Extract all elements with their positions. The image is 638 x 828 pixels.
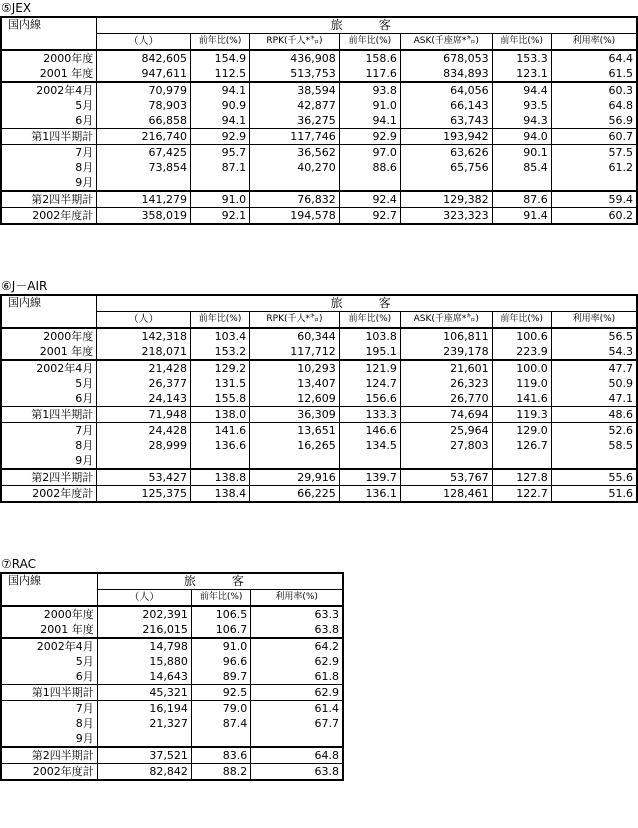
cell-value: 16,194 <box>97 701 191 717</box>
cell-value: 323,323 <box>400 208 492 225</box>
header-row-group <box>1 17 637 34</box>
group-header: 旅 客 <box>97 17 637 34</box>
cell-value: 129.0 <box>492 423 551 439</box>
cell-value: 66,143 <box>400 98 492 113</box>
table-row <box>1 208 637 225</box>
cell-value: 60.7 <box>551 129 637 145</box>
cell-value: 106.7 <box>191 622 250 638</box>
cell-value: 61.2 <box>551 160 637 175</box>
row-label: 2002年度計 <box>32 765 94 778</box>
cell-value: 97.0 <box>339 145 400 161</box>
cell-value <box>97 175 191 191</box>
cell-value <box>97 731 191 747</box>
cell-value: 26,377 <box>97 376 191 391</box>
cell-value: 136.6 <box>191 438 250 453</box>
cell-value: 142,318 <box>97 328 191 344</box>
cell-value: 36,275 <box>250 113 340 129</box>
table-row <box>1 701 343 717</box>
cell-value: 89.7 <box>191 669 250 685</box>
cell-value: 45,321 <box>97 685 191 701</box>
cell-value: 60,344 <box>250 328 340 344</box>
row-label: 6月 <box>1 113 97 129</box>
cell-value: 87.6 <box>492 191 551 208</box>
section-title: ⑥J－AIR <box>1 279 48 293</box>
table-row <box>1 438 637 453</box>
cell-value: 138.4 <box>191 486 250 503</box>
table-row <box>1 469 637 486</box>
cell-value: 119.3 <box>492 407 551 423</box>
cell-value <box>400 453 492 469</box>
cell-value: 127.8 <box>492 469 551 486</box>
cell-value: 141.6 <box>191 423 250 439</box>
cell-value: 131.5 <box>191 376 250 391</box>
header-row-group <box>1 295 637 312</box>
cell-value <box>251 731 343 747</box>
table-row <box>1 175 637 191</box>
cell-value: 64.8 <box>251 747 343 764</box>
cell-value: 126.7 <box>492 438 551 453</box>
row-label: 9月 <box>1 731 97 747</box>
row-label: 2002年4月 <box>36 640 94 653</box>
cell-value: 128,461 <box>400 486 492 503</box>
column-header: 利用率(%) <box>551 34 637 51</box>
cell-value: 216,740 <box>97 129 191 145</box>
cell-value: 85.4 <box>492 160 551 175</box>
row-label: 2002年4月 <box>36 362 94 375</box>
row-label: 第2四半期計 <box>1 191 97 208</box>
table-row <box>1 82 637 98</box>
cell-value: 103.4 <box>191 328 250 344</box>
row-label: 2000年度 <box>43 608 94 621</box>
cell-value: 88.2 <box>191 764 250 781</box>
cell-value: 124.7 <box>339 376 400 391</box>
cell-value: 53,767 <box>400 469 492 486</box>
cell-value: 94.1 <box>191 113 250 129</box>
cell-value: 93.8 <box>339 82 400 98</box>
cell-value: 146.6 <box>339 423 400 439</box>
cell-value: 28,999 <box>97 438 191 453</box>
cell-value: 678,053 <box>400 50 492 66</box>
table-row <box>1 145 637 161</box>
cell-value: 53,427 <box>97 469 191 486</box>
group-header: 旅 客 <box>97 295 637 312</box>
table-row <box>1 407 637 423</box>
cell-value: 129,382 <box>400 191 492 208</box>
cell-value: 54.3 <box>551 344 637 360</box>
table-row <box>1 160 637 175</box>
row-label: 6月 <box>1 669 97 685</box>
cell-value: 92.1 <box>191 208 250 225</box>
column-header: 前年比(%) <box>339 312 400 329</box>
cell-value: 29,916 <box>250 469 340 486</box>
column-header: （人） <box>97 590 191 607</box>
row-label: 7月 <box>75 702 94 715</box>
rac-table <box>0 572 344 781</box>
cell-value <box>191 175 250 191</box>
table-row <box>1 453 637 469</box>
cell-value: 91.0 <box>191 638 250 654</box>
cell-value <box>551 175 637 191</box>
jex-table <box>0 16 638 225</box>
cell-value: 71,948 <box>97 407 191 423</box>
cell-value: 117.6 <box>339 66 400 82</box>
cell-value: 947,611 <box>97 66 191 82</box>
cell-value: 62.9 <box>251 654 343 669</box>
cell-value: 65,756 <box>400 160 492 175</box>
cell-value: 36,309 <box>250 407 340 423</box>
column-header: （人） <box>97 34 191 51</box>
cell-value: 92.9 <box>339 129 400 145</box>
table-row <box>1 622 343 638</box>
row-label: 2002年度計 <box>32 487 94 500</box>
column-header: 前年比(%) <box>492 34 551 51</box>
cell-value: 24,428 <box>97 423 191 439</box>
row-label: 5月 <box>75 655 94 668</box>
cell-value: 138.8 <box>191 469 250 486</box>
cell-value: 121.9 <box>339 360 400 376</box>
cell-value: 100.0 <box>492 360 551 376</box>
cell-value: 103.8 <box>339 328 400 344</box>
cell-value: 15,880 <box>97 654 191 669</box>
column-header: RPK(千人*㌔) <box>250 34 340 51</box>
table-row <box>1 764 343 781</box>
cell-value: 14,643 <box>97 669 191 685</box>
row-label: 2002年度計 <box>32 209 94 222</box>
cell-value: 64,056 <box>400 82 492 98</box>
column-header: 前年比(%) <box>191 312 250 329</box>
cell-value: 202,391 <box>97 606 191 622</box>
cell-value: 13,651 <box>250 423 340 439</box>
cell-value: 87.1 <box>191 160 250 175</box>
cell-value: 92.5 <box>191 685 250 701</box>
cell-value: 50.9 <box>551 376 637 391</box>
table-row <box>1 731 343 747</box>
column-header: RPK(千人*㌔) <box>250 312 340 329</box>
j-air-table <box>0 294 638 503</box>
cell-value: 40,270 <box>250 160 340 175</box>
cell-value: 62.9 <box>251 685 343 701</box>
cell-value: 91.4 <box>492 208 551 225</box>
cell-value: 158.6 <box>339 50 400 66</box>
row-label: 7月 <box>75 146 94 159</box>
cell-value: 90.9 <box>191 98 250 113</box>
table-row <box>1 391 637 407</box>
table-row <box>1 654 343 669</box>
cell-value: 36,562 <box>250 145 340 161</box>
cell-value: 74,694 <box>400 407 492 423</box>
cell-value: 13,407 <box>250 376 340 391</box>
group-header: 旅 客 <box>97 573 343 590</box>
cell-value <box>400 175 492 191</box>
cell-value: 27,803 <box>400 438 492 453</box>
cell-value: 67,425 <box>97 145 191 161</box>
cell-value <box>551 453 637 469</box>
cell-value: 134.5 <box>339 438 400 453</box>
row-label: 7月 <box>75 424 94 437</box>
column-header: 前年比(%) <box>191 590 250 607</box>
cell-value: 117,712 <box>250 344 340 360</box>
column-header: （人） <box>97 312 191 329</box>
cell-value: 66,858 <box>97 113 191 129</box>
cell-value: 216,015 <box>97 622 191 638</box>
cell-value: 125,375 <box>97 486 191 503</box>
cell-value: 21,601 <box>400 360 492 376</box>
table-row <box>1 328 637 344</box>
row-label: 5月 <box>75 99 94 112</box>
row-label: 第1四半期計 <box>1 407 97 423</box>
cell-value: 92.7 <box>339 208 400 225</box>
table-row <box>1 747 343 764</box>
row-label: 8月 <box>75 439 94 452</box>
row-label: 第2四半期計 <box>1 747 97 764</box>
cell-value <box>250 175 340 191</box>
table-row <box>1 685 343 701</box>
section-title: ⑤JEX <box>1 1 32 15</box>
cell-value: 21,428 <box>97 360 191 376</box>
header-row-columns <box>1 312 637 329</box>
cell-value: 842,605 <box>97 50 191 66</box>
row-label: 6月 <box>1 391 97 407</box>
row-label: 2000年度 <box>43 330 94 343</box>
cell-value: 83.6 <box>191 747 250 764</box>
cell-value: 119.0 <box>492 376 551 391</box>
table-row <box>1 129 637 145</box>
cell-value <box>492 453 551 469</box>
cell-value: 47.1 <box>551 391 637 407</box>
cell-value: 91.0 <box>339 98 400 113</box>
cell-value: 94.1 <box>191 82 250 98</box>
cell-value: 38,594 <box>250 82 340 98</box>
cell-value: 79.0 <box>191 701 250 717</box>
table-row <box>1 716 343 731</box>
cell-value: 37,521 <box>97 747 191 764</box>
table-row <box>1 50 637 66</box>
cell-value: 61.4 <box>251 701 343 717</box>
cell-value: 42,877 <box>250 98 340 113</box>
section-j-air <box>0 278 638 503</box>
row-label: 2001 年度 <box>1 344 97 360</box>
cell-value: 61.8 <box>251 669 343 685</box>
cell-value: 90.1 <box>492 145 551 161</box>
cell-value: 156.6 <box>339 391 400 407</box>
row-label: 9月 <box>1 453 97 469</box>
cell-value: 57.5 <box>551 145 637 161</box>
table-row <box>1 638 343 654</box>
cell-value: 82,842 <box>97 764 191 781</box>
cell-value <box>97 453 191 469</box>
cell-value: 64.2 <box>251 638 343 654</box>
table-row <box>1 98 637 113</box>
cell-value: 25,964 <box>400 423 492 439</box>
cell-value: 92.4 <box>339 191 400 208</box>
cell-value: 63,743 <box>400 113 492 129</box>
cell-value: 88.6 <box>339 160 400 175</box>
cell-value: 141,279 <box>97 191 191 208</box>
cell-value: 64.4 <box>551 50 637 66</box>
cell-value: 193,942 <box>400 129 492 145</box>
section-rac <box>0 556 344 781</box>
cell-value <box>339 453 400 469</box>
cell-value: 21,327 <box>97 716 191 731</box>
cell-value: 133.3 <box>339 407 400 423</box>
column-header: 前年比(%) <box>191 34 250 51</box>
header-row-group <box>1 573 343 590</box>
cell-value: 136.1 <box>339 486 400 503</box>
cell-value: 73,854 <box>97 160 191 175</box>
cell-value: 139.7 <box>339 469 400 486</box>
cell-value: 76,832 <box>250 191 340 208</box>
cell-value: 60.3 <box>551 82 637 98</box>
cell-value: 436,908 <box>250 50 340 66</box>
cell-value: 138.0 <box>191 407 250 423</box>
cell-value: 153.2 <box>191 344 250 360</box>
table-row <box>1 376 637 391</box>
section-title: ⑦RAC <box>1 557 36 571</box>
row-label: 2001 年度 <box>1 622 97 638</box>
cell-value: 95.7 <box>191 145 250 161</box>
cell-value: 100.6 <box>492 328 551 344</box>
cell-value: 194,578 <box>250 208 340 225</box>
cell-value: 59.4 <box>551 191 637 208</box>
cell-value: 239,178 <box>400 344 492 360</box>
cell-value: 153.3 <box>492 50 551 66</box>
cell-value: 94.3 <box>492 113 551 129</box>
cell-value: 195.1 <box>339 344 400 360</box>
cell-value: 26,770 <box>400 391 492 407</box>
table-row <box>1 423 637 439</box>
cell-value: 94.1 <box>339 113 400 129</box>
cell-value: 47.7 <box>551 360 637 376</box>
cell-value: 141.6 <box>492 391 551 407</box>
cell-value: 24,143 <box>97 391 191 407</box>
table-row <box>1 360 637 376</box>
row-label: 9月 <box>1 175 97 191</box>
row-label: 2000年度 <box>43 52 94 65</box>
column-header: 前年比(%) <box>492 312 551 329</box>
cell-value: 64.8 <box>551 98 637 113</box>
cell-value: 129.2 <box>191 360 250 376</box>
cell-value <box>191 453 250 469</box>
cell-value: 87.4 <box>191 716 250 731</box>
cell-value: 112.5 <box>191 66 250 82</box>
cell-value: 92.9 <box>191 129 250 145</box>
table-row <box>1 113 637 129</box>
cell-value: 67.7 <box>251 716 343 731</box>
column-header: 利用率(%) <box>251 590 343 607</box>
cell-value: 834,893 <box>400 66 492 82</box>
cell-value: 63.8 <box>251 622 343 638</box>
cell-value: 63,626 <box>400 145 492 161</box>
row-label: 2001 年度 <box>1 66 97 82</box>
cell-value: 78,903 <box>97 98 191 113</box>
cell-value: 154.9 <box>191 50 250 66</box>
row-label: 2002年4月 <box>36 84 94 97</box>
row-label-header: 国内線 <box>1 17 97 50</box>
row-label-header: 国内線 <box>1 295 97 328</box>
cell-value: 106,811 <box>400 328 492 344</box>
cell-value <box>339 175 400 191</box>
cell-value: 155.8 <box>191 391 250 407</box>
cell-value: 117,746 <box>250 129 340 145</box>
column-header: ASK(千座席*㌔) <box>400 312 492 329</box>
cell-value: 56.9 <box>551 113 637 129</box>
row-label: 8月 <box>75 161 94 174</box>
table-row <box>1 606 343 622</box>
cell-value: 358,019 <box>97 208 191 225</box>
column-header: ASK(千座席*㌔) <box>400 34 492 51</box>
cell-value: 55.6 <box>551 469 637 486</box>
cell-value: 12,609 <box>250 391 340 407</box>
section-jex <box>0 0 638 225</box>
row-label: 第1四半期計 <box>1 129 97 145</box>
cell-value: 106.5 <box>191 606 250 622</box>
row-label-header: 国内線 <box>1 573 97 606</box>
cell-value: 218,071 <box>97 344 191 360</box>
table-row <box>1 669 343 685</box>
cell-value: 58.5 <box>551 438 637 453</box>
table-row <box>1 486 637 503</box>
row-label: 8月 <box>75 717 94 730</box>
cell-value: 223.9 <box>492 344 551 360</box>
cell-value: 91.0 <box>191 191 250 208</box>
cell-value: 96.6 <box>191 654 250 669</box>
cell-value: 513,753 <box>250 66 340 82</box>
cell-value: 66,225 <box>250 486 340 503</box>
cell-value: 70,979 <box>97 82 191 98</box>
cell-value: 94.4 <box>492 82 551 98</box>
table-row <box>1 191 637 208</box>
cell-value: 16,265 <box>250 438 340 453</box>
cell-value: 60.2 <box>551 208 637 225</box>
cell-value <box>250 453 340 469</box>
cell-value: 123.1 <box>492 66 551 82</box>
cell-value <box>191 731 250 747</box>
cell-value: 10,293 <box>250 360 340 376</box>
table-row <box>1 66 637 82</box>
cell-value: 93.5 <box>492 98 551 113</box>
table-row <box>1 344 637 360</box>
cell-value <box>492 175 551 191</box>
cell-value: 63.8 <box>251 764 343 781</box>
column-header: 前年比(%) <box>339 34 400 51</box>
cell-value: 94.0 <box>492 129 551 145</box>
column-header: 利用率(%) <box>551 312 637 329</box>
cell-value: 63.3 <box>251 606 343 622</box>
cell-value: 26,323 <box>400 376 492 391</box>
cell-value: 52.6 <box>551 423 637 439</box>
row-label: 5月 <box>75 377 94 390</box>
header-row-columns <box>1 34 637 51</box>
cell-value: 14,798 <box>97 638 191 654</box>
cell-value: 61.5 <box>551 66 637 82</box>
cell-value: 122.7 <box>492 486 551 503</box>
cell-value: 56.5 <box>551 328 637 344</box>
cell-value: 48.6 <box>551 407 637 423</box>
cell-value: 51.6 <box>551 486 637 503</box>
row-label: 第1四半期計 <box>1 685 97 701</box>
row-label: 第2四半期計 <box>1 469 97 486</box>
